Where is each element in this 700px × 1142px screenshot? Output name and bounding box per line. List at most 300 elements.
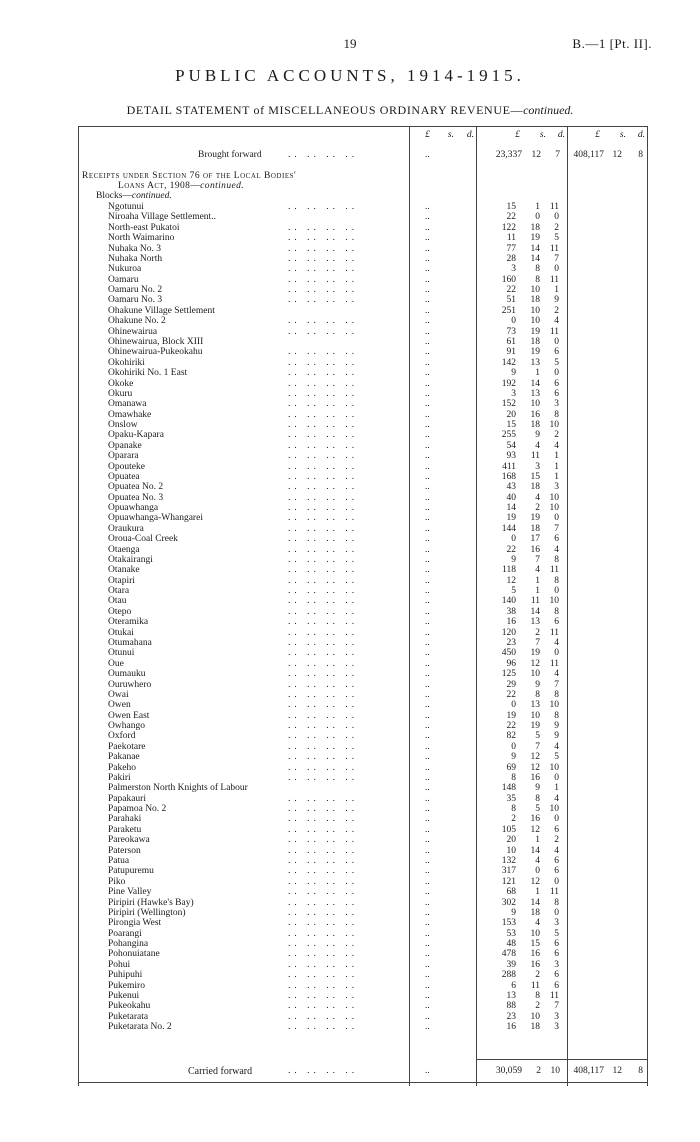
item-name: Nuhaka North (108, 253, 163, 264)
subtitle-continued: continued. (523, 103, 574, 117)
list-item (78, 306, 648, 317)
item-col1-dots: .. (425, 430, 430, 441)
item-pence: 7 (554, 679, 559, 690)
item-col1-dots: .. (425, 554, 430, 565)
item-pence: 4 (554, 669, 559, 680)
item-col1-dots: .. (425, 731, 430, 742)
item-pounds: 23 (506, 1011, 516, 1022)
item-leaders: .. .. .. .. (288, 326, 359, 337)
item-pence: 8 (554, 554, 559, 565)
item-col1-dots: .. (425, 721, 430, 731)
item-name: Otapiri (108, 575, 135, 586)
brought-forward-c3-pounds: 408,117 (573, 150, 604, 160)
list-item (78, 399, 648, 410)
item-name: Niroaha Village Settlement.. (108, 212, 216, 223)
item-col1-dots: .. (425, 326, 430, 337)
item-name: Otukai (108, 627, 134, 638)
item-pence: 6 (554, 980, 559, 991)
item-pounds: 148 (501, 783, 516, 794)
item-leaders: .. .. .. .. (288, 503, 359, 513)
item-shillings: 18 (530, 1022, 540, 1032)
item-pence: 6 (554, 347, 559, 358)
item-pence: 0 (554, 586, 559, 597)
list-item (78, 524, 648, 535)
item-name: Pakeho (108, 762, 136, 773)
item-leaders: .. .. .. .. (288, 939, 359, 949)
item-col1-dots: .. (425, 752, 430, 763)
item-pounds: 125 (501, 669, 516, 680)
item-shillings: 16 (530, 544, 540, 555)
item-col1-dots: .. (425, 368, 430, 379)
item-pence: 2 (554, 430, 559, 441)
item-col1-dots: .. (425, 793, 430, 804)
list-item (78, 212, 648, 223)
item-leaders: .. .. .. .. (288, 596, 359, 607)
item-name: Opanake (108, 440, 142, 451)
item-shillings: 13 (530, 617, 540, 628)
item-col1-dots: .. (425, 990, 430, 1001)
item-name: Ohinewairua (108, 326, 158, 337)
item-shillings: 19 (530, 326, 540, 337)
item-pounds: 317 (501, 866, 516, 877)
item-name: Puhipuhi (108, 970, 143, 981)
list-item (78, 410, 648, 421)
item-shillings: 12 (530, 762, 540, 773)
item-pounds: 105 (501, 824, 516, 835)
item-leaders: .. .. .. .. (288, 876, 359, 887)
item-leaders: .. .. .. .. (288, 482, 359, 493)
item-leaders: .. .. .. .. (288, 471, 359, 482)
item-col1-dots: .. (425, 285, 430, 295)
list-item (78, 389, 648, 400)
item-leaders: .. .. .. .. (288, 544, 359, 555)
item-name: Owai (108, 689, 129, 700)
list-item (78, 233, 648, 244)
item-pounds: 10 (506, 845, 516, 856)
item-leaders: .. .. .. .. (288, 451, 359, 462)
item-shillings: 7 (535, 638, 540, 648)
item-name: Pirongia West (108, 918, 162, 929)
item-col1-dots: .. (425, 461, 430, 472)
item-shillings: 10 (530, 710, 540, 721)
item-pounds: 19 (506, 710, 516, 721)
item-shillings: 8 (535, 689, 540, 700)
item-col1-dots: .. (425, 638, 430, 648)
item-pounds: 192 (501, 378, 516, 389)
item-pence: 9 (554, 295, 559, 306)
item-pence: 11 (549, 274, 559, 285)
item-leaders: .. .. .. .. (288, 721, 359, 731)
list-item (78, 596, 648, 607)
item-leaders: .. .. .. .. (288, 928, 359, 939)
item-shillings: 2 (535, 503, 540, 513)
item-name: Ohakune Village Settlement (108, 305, 215, 316)
item-leaders: .. .. .. .. (288, 897, 359, 908)
item-col1-dots: .. (425, 876, 430, 887)
item-shillings: 4 (535, 855, 540, 866)
item-col1-dots: .. (425, 669, 430, 680)
item-leaders: .. .. .. .. (288, 793, 359, 804)
list-item (78, 576, 648, 587)
item-shillings: 14 (530, 606, 540, 617)
item-col1-dots: .. (425, 357, 430, 368)
item-pence: 11 (549, 243, 559, 254)
carried-top-rule (476, 1059, 648, 1060)
item-leaders: .. .. .. .. (288, 1022, 359, 1032)
item-pounds: 140 (501, 596, 516, 607)
col1-shilling: s. (447, 130, 454, 140)
list-item (78, 804, 648, 815)
item-pence: 1 (554, 471, 559, 482)
item-pounds: 11 (506, 233, 516, 244)
page-number: 19 (343, 36, 357, 51)
item-leaders: .. .. .. .. (288, 855, 359, 866)
item-shillings: 5 (535, 804, 540, 814)
item-name: Owhango (108, 721, 145, 731)
item-pounds: 2 (511, 814, 516, 825)
item-shillings: 8 (535, 990, 540, 1001)
item-pence: 3 (554, 1011, 559, 1022)
item-shillings: 3 (535, 461, 540, 472)
list-item (78, 513, 648, 524)
item-col1-dots: .. (425, 855, 430, 866)
item-name: Otaenga (108, 544, 140, 555)
item-leaders: .. .. .. .. (288, 440, 359, 451)
item-pounds: 91 (506, 347, 516, 358)
brought-forward-c3-pence: 8 (638, 150, 643, 160)
item-pence: 10 (549, 492, 559, 503)
item-pounds: 73 (506, 326, 516, 337)
item-pence: 10 (549, 596, 559, 607)
item-pence: 0 (554, 513, 559, 524)
item-col1-dots: .. (425, 492, 430, 503)
list-item (78, 1012, 648, 1023)
item-shillings: 17 (530, 534, 540, 545)
item-leaders: .. .. .. .. (288, 669, 359, 680)
item-shillings: 12 (530, 752, 540, 763)
item-pounds: 168 (501, 471, 516, 482)
item-pence: 11 (549, 627, 559, 638)
item-name: Puketarata (108, 1011, 149, 1022)
item-leaders: .. .. .. .. (288, 814, 359, 825)
brought-forward-c2-pounds: 23,337 (495, 150, 522, 160)
item-pounds: 96 (506, 658, 516, 669)
item-shillings: 4 (535, 440, 540, 451)
list-item (78, 503, 648, 514)
list-item (78, 472, 648, 483)
item-pence: 2 (554, 835, 559, 846)
item-pounds: 68 (506, 887, 516, 898)
carried-forward-col1-dots: .. (425, 1066, 430, 1076)
item-leaders: .. .. .. .. (288, 658, 359, 669)
item-col1-dots: .. (425, 606, 430, 617)
item-col1-dots: .. (425, 928, 430, 939)
item-pounds: 14 (506, 503, 516, 513)
list-item (78, 462, 648, 473)
item-pence: 6 (554, 855, 559, 866)
item-pounds: 160 (501, 274, 516, 285)
list-item (78, 264, 648, 275)
item-pence: 10 (549, 700, 559, 711)
item-leaders: .. .. .. .. (288, 887, 359, 898)
list-item (78, 420, 648, 431)
item-leaders: .. .. .. .. (288, 243, 359, 254)
item-col1-dots: .. (425, 513, 430, 524)
section-act-main: Loans Act, 1908— (118, 181, 201, 191)
item-pounds: 39 (506, 959, 516, 970)
item-leaders: .. .. .. .. (288, 1001, 359, 1012)
item-pounds: 22 (506, 285, 516, 295)
item-pounds: 16 (506, 1022, 516, 1032)
list-item (78, 648, 648, 659)
item-name: Okohiriki (108, 357, 145, 368)
item-name: Okuru (108, 388, 133, 399)
list-item (78, 752, 648, 763)
item-leaders: .. .. .. .. (288, 606, 359, 617)
item-name: Puketarata No. 2 (108, 1022, 172, 1032)
item-name: Pukenui (108, 990, 140, 1001)
item-col1-dots: .. (425, 866, 430, 877)
brought-forward-c3-shillings: 12 (612, 150, 622, 160)
item-pence: 8 (554, 689, 559, 700)
brought-forward-c2-shillings: 12 (531, 150, 541, 160)
item-name: Otara (108, 586, 130, 597)
item-pence: 6 (554, 970, 559, 981)
item-leaders: .. .. .. .. (288, 202, 359, 212)
item-shillings: 9 (535, 783, 540, 794)
item-col1-dots: .. (425, 523, 430, 534)
item-col1-dots: .. (425, 596, 430, 607)
list-item (78, 1022, 648, 1033)
item-pounds: 35 (506, 793, 516, 804)
item-leaders: .. .. .. .. (288, 316, 359, 327)
item-pence: 0 (554, 368, 559, 379)
item-shillings: 10 (530, 928, 540, 939)
item-pence: 2 (554, 222, 559, 233)
item-shillings: 16 (530, 814, 540, 825)
statement-subtitle (0, 103, 700, 118)
item-shillings: 16 (530, 959, 540, 970)
item-leaders: .. .. .. .. (288, 959, 359, 970)
item-pounds: 22 (506, 689, 516, 700)
item-pounds: 15 (506, 202, 516, 212)
item-name: Pukeokahu (108, 1001, 151, 1012)
item-pounds: 120 (501, 627, 516, 638)
item-name: Oraukura (108, 523, 144, 534)
list-item (78, 493, 648, 504)
item-pence: 8 (554, 606, 559, 617)
item-leaders: .. .. .. .. (288, 399, 359, 410)
item-col1-dots: .. (425, 243, 430, 254)
item-pence: 0 (554, 772, 559, 783)
carried-forward-c2-pence: 10 (550, 1066, 560, 1076)
item-leaders: .. .. .. .. (288, 638, 359, 648)
item-name: Okohiriki No. 1 East (108, 368, 188, 379)
item-pounds: 152 (501, 399, 516, 410)
item-col1-dots: .. (425, 336, 430, 347)
list-item (78, 285, 648, 296)
item-col1-dots: .. (425, 627, 430, 638)
item-col1-dots: .. (425, 959, 430, 970)
item-name: Paekotare (108, 741, 146, 752)
item-col1-dots: .. (425, 420, 430, 430)
item-shillings: 12 (530, 876, 540, 887)
brought-forward-label: Brought forward (198, 150, 262, 160)
item-leaders: .. .. .. .. (288, 866, 359, 877)
item-col1-dots: .. (425, 835, 430, 846)
item-col1-dots: .. (425, 658, 430, 669)
list-item (78, 960, 648, 971)
item-shillings: 1 (535, 887, 540, 898)
item-shillings: 10 (530, 1011, 540, 1022)
item-shillings: 9 (535, 430, 540, 441)
revenue-table (78, 126, 648, 1086)
item-name: Owen East (108, 710, 150, 721)
table-bottom-rule (78, 1082, 648, 1083)
item-pounds: 9 (511, 907, 516, 918)
item-shillings: 7 (535, 554, 540, 565)
item-col1-dots: .. (425, 388, 430, 399)
item-leaders: .. .. .. .. (288, 368, 359, 379)
item-leaders: .. .. .. .. (288, 949, 359, 960)
item-name: Poarangi (108, 928, 142, 939)
item-pounds: 0 (511, 316, 516, 327)
item-shillings: 0 (535, 866, 540, 877)
item-name: Piripiri (Wellington) (108, 907, 186, 918)
item-pounds: 54 (506, 440, 516, 451)
item-pounds: 19 (506, 513, 516, 524)
item-shillings: 19 (530, 347, 540, 358)
item-leaders: .. .. .. .. (288, 461, 359, 472)
item-leaders: .. .. .. .. (288, 772, 359, 783)
item-col1-dots: .. (425, 440, 430, 451)
item-shillings: 14 (530, 243, 540, 254)
item-shillings: 10 (530, 285, 540, 295)
item-name: Opuawhanga (108, 503, 159, 513)
item-name: Opuatea No. 3 (108, 492, 164, 503)
item-name: North-east Pukatoi (108, 222, 180, 233)
list-item (78, 545, 648, 556)
item-leaders: .. .. .. .. (288, 679, 359, 690)
item-name: Pohonuiatane (108, 949, 160, 960)
item-pounds: 121 (501, 876, 516, 887)
item-pence: 1 (554, 285, 559, 295)
item-shillings: 16 (530, 409, 540, 420)
item-pence: 4 (554, 544, 559, 555)
carried-forward-leaders: .. .. .. .. (288, 1066, 359, 1076)
item-pence: 6 (554, 534, 559, 545)
list-item (78, 244, 648, 255)
item-shillings: 12 (530, 658, 540, 669)
item-col1-dots: .. (425, 399, 430, 410)
item-pounds: 51 (506, 295, 516, 306)
item-pence: 7 (554, 523, 559, 534)
item-name: Nukuroa (108, 264, 142, 275)
item-pence: 1 (554, 451, 559, 462)
item-leaders: .. .. .. .. (288, 731, 359, 742)
carried-forward-c3-pounds: 408,117 (573, 1066, 604, 1076)
item-pence: 11 (549, 202, 559, 212)
item-col1-dots: .. (425, 409, 430, 420)
list-item (78, 295, 648, 306)
item-pounds: 251 (501, 305, 516, 316)
item-name: Oamaru No. 2 (108, 285, 163, 295)
item-col1-dots: .. (425, 970, 430, 981)
item-leaders: .. .. .. .. (288, 575, 359, 586)
item-pounds: 9 (511, 368, 516, 379)
item-pence: 6 (554, 866, 559, 877)
item-pence: 6 (554, 617, 559, 628)
blocks-heading (96, 191, 172, 202)
item-pounds: 288 (501, 970, 516, 981)
item-col1-dots: .. (425, 1011, 430, 1022)
item-col1-dots: .. (425, 378, 430, 389)
item-name: Oumauku (108, 669, 146, 680)
item-leaders: .. .. .. .. (288, 700, 359, 711)
item-shillings: 8 (535, 274, 540, 285)
item-pence: 8 (554, 409, 559, 420)
item-col1-dots: .. (425, 897, 430, 908)
item-pence: 5 (554, 928, 559, 939)
carried-forward-label: Carried forward (188, 1066, 253, 1077)
list-item (78, 254, 648, 265)
item-pence: 8 (554, 710, 559, 721)
item-shillings: 1 (535, 202, 540, 212)
list-item (78, 887, 648, 898)
item-name: Okoke (108, 378, 134, 389)
item-leaders: .. .. .. .. (288, 420, 359, 430)
list-item (78, 825, 648, 836)
item-pence: 6 (554, 388, 559, 399)
list-item (78, 347, 648, 358)
item-shillings: 1 (535, 575, 540, 586)
item-shillings: 18 (530, 222, 540, 233)
item-name: Otau (108, 596, 127, 607)
item-shillings: 5 (535, 731, 540, 742)
item-name: Pakanae (108, 752, 140, 763)
item-pounds: 20 (506, 835, 516, 846)
item-col1-dots: .. (425, 222, 430, 233)
col2-shilling: s. (539, 130, 546, 140)
item-leaders: .. .. .. .. (288, 347, 359, 358)
item-col1-dots: .. (425, 264, 430, 275)
item-pence: 4 (554, 741, 559, 752)
list-item (78, 783, 648, 794)
subtitle-main: DETAIL STATEMENT of MISCELLANEOUS ORDINARY REVENUE— (126, 103, 524, 117)
list-item (78, 202, 648, 213)
item-col1-dots: .. (425, 575, 430, 586)
blocks-continued: continued. (131, 191, 172, 201)
item-col1-dots: .. (425, 482, 430, 493)
item-shillings: 1 (535, 368, 540, 379)
item-leaders: .. .. .. .. (288, 233, 359, 244)
item-pence: 6 (554, 949, 559, 960)
item-col1-dots: .. (425, 949, 430, 960)
item-shillings: 4 (535, 492, 540, 503)
item-pounds: 43 (506, 482, 516, 493)
list-item (78, 555, 648, 566)
list-item (78, 368, 648, 379)
item-shillings: 8 (535, 264, 540, 275)
item-pounds: 132 (501, 855, 516, 866)
item-name: Otumahana (108, 638, 152, 648)
item-leaders: .. .. .. .. (288, 648, 359, 659)
section-act-continued: continued. (200, 181, 245, 191)
item-pounds: 142 (501, 357, 516, 368)
item-pounds: 38 (506, 606, 516, 617)
item-pence: 4 (554, 638, 559, 648)
item-pounds: 450 (501, 648, 516, 659)
